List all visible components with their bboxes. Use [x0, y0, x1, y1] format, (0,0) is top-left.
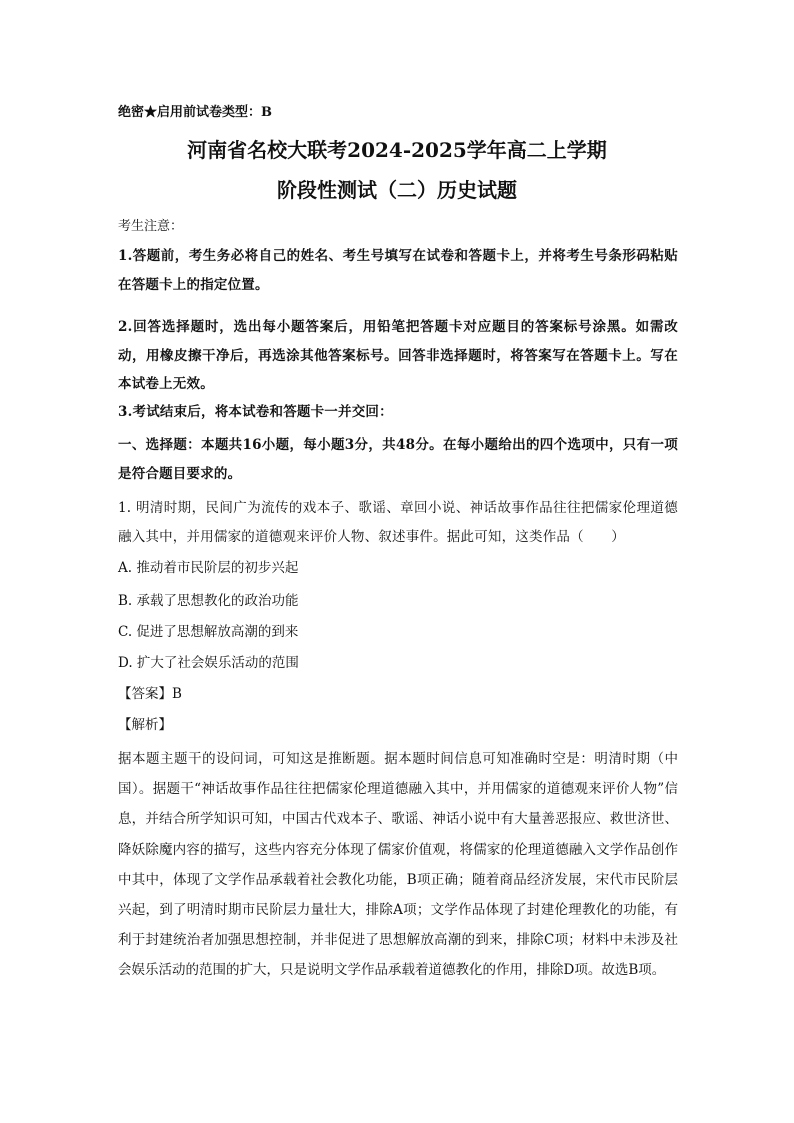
confidential-line: 绝密★启用前试卷类型：B [118, 105, 272, 120]
answer-line: 【答案】B [118, 686, 182, 702]
analysis-label: 【解析】 [118, 717, 172, 733]
notice-label: 考生注意： [118, 219, 184, 234]
exam-subtitle: 阶段性测试（二）历史试题 [277, 178, 517, 202]
notice-item-1: 1.答题前，考生务必将自己的姓名、考生号填写在试卷和答题卡上，并将考生号条形码粘贴在答题卡上的指定位置。 [118, 248, 678, 293]
option-d: D. 扩大了社会娱乐活动的范围 [118, 655, 299, 671]
notice-item-3: 3.考试结束后，将本试卷和答题卡一并交回： [118, 404, 393, 420]
option-a: A. 推动着市民阶层的初步兴起 [118, 560, 299, 576]
exam-title: 河南省名校大联考2024-2025学年高二上学期 [187, 138, 607, 162]
option-c: C. 促进了思想解放高潮的到来 [118, 624, 299, 640]
section-heading: 一、选择题：本题共16小题，每小题3分，共48分。在每小题给出的四个选项中，只有一项是符合题目要求的。 [118, 437, 678, 482]
option-b: B. 承载了思想教化的政治功能 [118, 593, 299, 609]
analysis-text: 据本题主题干的设问词，可知这是推断题。据本题时间信息可知准确时空是：明清时期（中国）。据题干“神话故事作品往往把儒家伦理道德融入其中，并用儒家的道德观来评价人物”信息，并结合所学知识可知，中国古代戏本子、歌谣、神话小说中有大量善恶报应、救世济世、降妖除魔内容的描写，这些内容充分体现了儒家价值观，将儒家的伦理道德融入文学作品创作中其中，体现了文学作品承载着社会教化功能，B项正确；随着商品经济发展，宋代市民阶层兴起，到了明清时期市民阶层力量壮大，排除A项；文学作品体现了封建伦理教化的功能，有利于封建统治者加强思想控制，并非促进了思想解放高潮的到来，排除C项；材料中未涉及社会娱乐活动的范围的扩大，只是说明文学作品承载着道德教化的作用，排除D项。故选B项。 [118, 751, 678, 979]
notice-item-2: 2.回答选择题时，选出每小题答案后，用铅笔把答题卡对应题目的答案标号涂黑。如需改动，用橡皮擦干净后，再选涂其他答案标号。回答非选择题时，将答案写在答题卡上。写在本试卷上无效。 [118, 319, 678, 392]
question-stem: 1. 明清时期，民间广为流传的戏本子、歌谣、章回小说、神话故事作品往往把儒家伦理道德融入其中，并用儒家的道德观来评价人物、叙述事件。据此可知，这类作品（ ） [118, 500, 678, 545]
